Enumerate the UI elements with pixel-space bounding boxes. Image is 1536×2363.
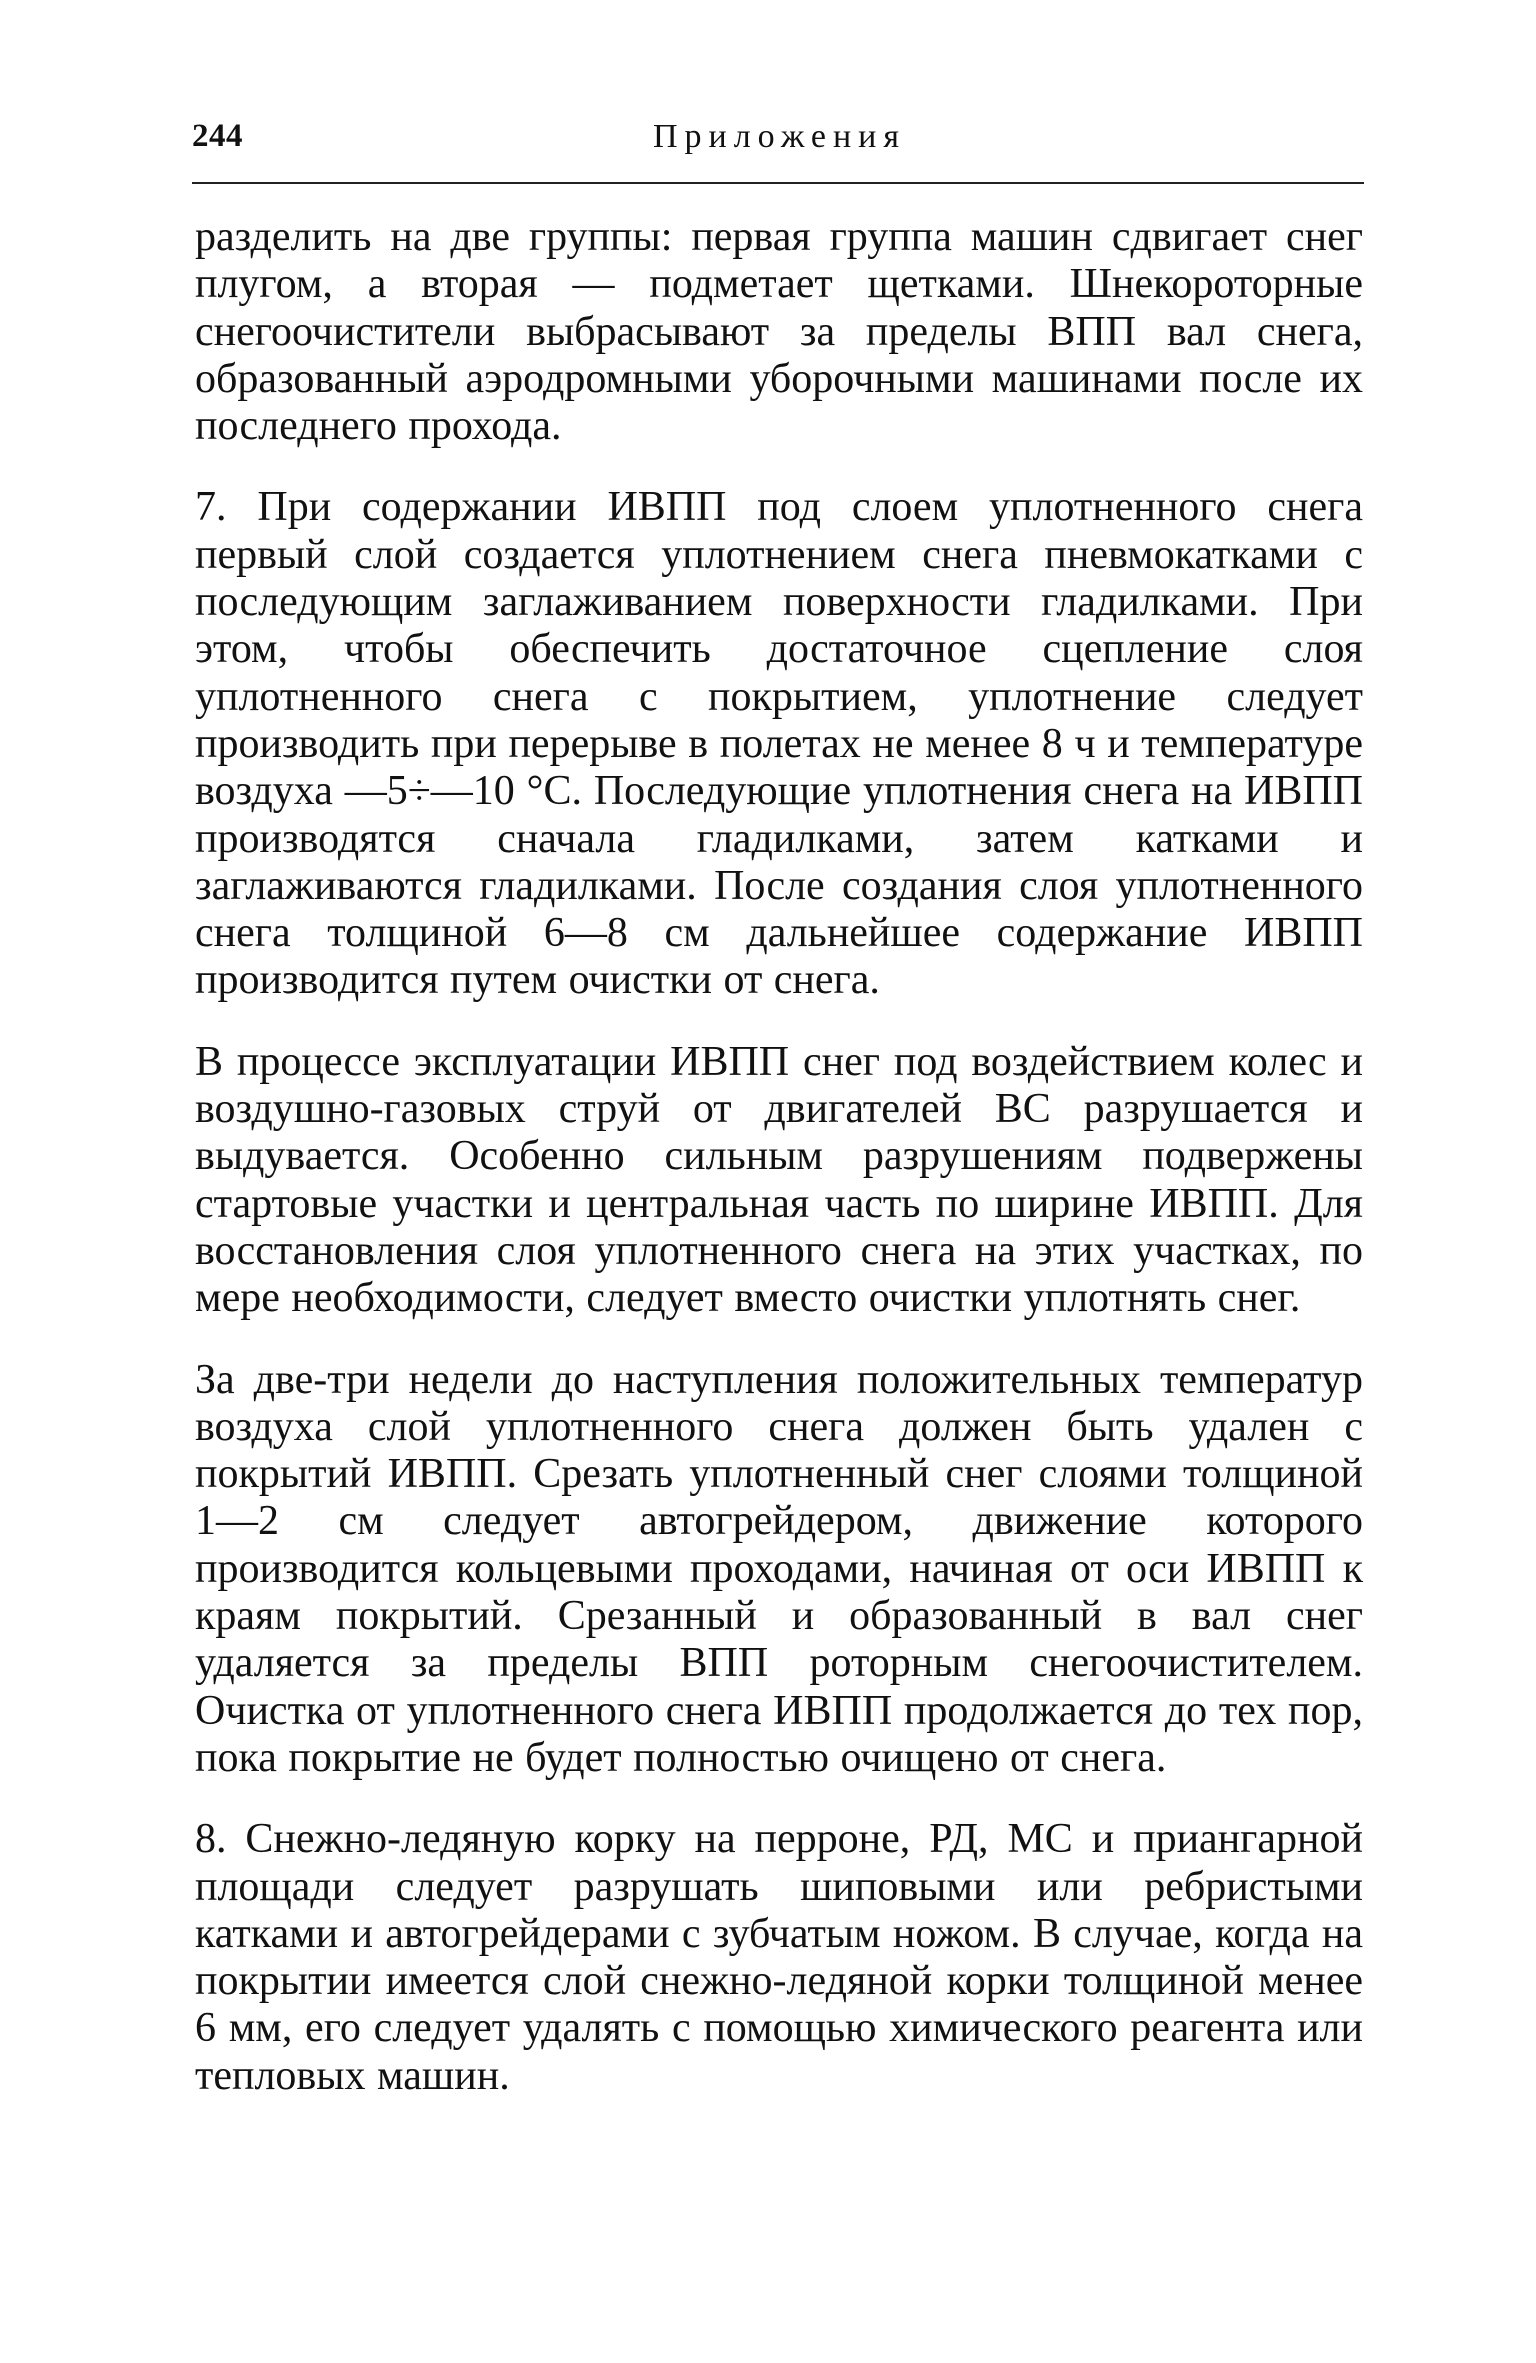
running-head xyxy=(192,118,1367,178)
header-rule xyxy=(192,182,1364,184)
paragraph-continuation: разделить на две группы: первая группа машин сдвигает снег плугом, а вторая — подметает щетками. Шнекороторные снегоочистители выбрасывают за пределы ВПП вал снега, образованный аэродромными уборочными машинами после их последнего прохода. xyxy=(195,214,1363,450)
paragraph-item-7: 7. При содержании ИВПП под слоем уплотненного снега первый слой создается уплотнением снега пневмокатками с последующим заглаживанием поверхности гладилками. При этом, чтобы обеспечить достаточное сцепление слоя уплотненного снега с покрытием, уплотнение следует производить при перерыве в полетах не менее 8 ч и температуре воздуха —5÷—10 °С. Последующие уплотнения снега на ИВПП производятся сначала гладилками, затем катками и заглаживаются гладилками. После создания слоя уплотненного снега толщиной 6—8 см дальнейшее содержание ИВПП производится путем очистки от снега. xyxy=(195,484,1363,1004)
section-title: Приложения xyxy=(652,118,907,155)
page-number: 244 xyxy=(192,118,243,154)
paragraph-item-8: 8. Снежно-ледяную корку на перроне, РД, МС и приангарной площади следует разрушать шиповыми или ребристыми катками и автогрейдерами с зубчатым ножом. В случае, когда на покрытии имеется слой снежно-ледяной корки толщиной менее 6 мм, его следует удалять с помощью химического реагента или тепловых машин. xyxy=(195,1816,1363,2099)
body-text xyxy=(195,214,1363,2134)
paragraph-operation: В процессе эксплуатации ИВПП снег под воздействием колес и воздушно-газовых струй от двигателей ВС разрушается и выдувается. Особенно сильным разрушениям подвержены стартовые участки и центральная часть по ширине ИВПП. Для восстановления слоя уплотненного снега на этих участках, по мере необходимости, следует вместо очистки уплотнять снег. xyxy=(195,1038,1363,1322)
paragraph-removal: За две-три недели до наступления положительных температур воздуха слой уплотненного снега должен быть удален с покрытий ИВПП. Срезать уплотненный снег слоями толщиной 1—2 см следует автогрейдером, движение которого производится кольцевыми проходами, начиная от оси ИВПП к краям покрытий. Срезанный и образованный в вал снег удаляется за пределы ВПП роторным снегоочистителем. Очистка от уплотненного снега ИВПП продолжается до тех пор, пока покрытие не будет полностью очищено от снега. xyxy=(195,1356,1363,1781)
